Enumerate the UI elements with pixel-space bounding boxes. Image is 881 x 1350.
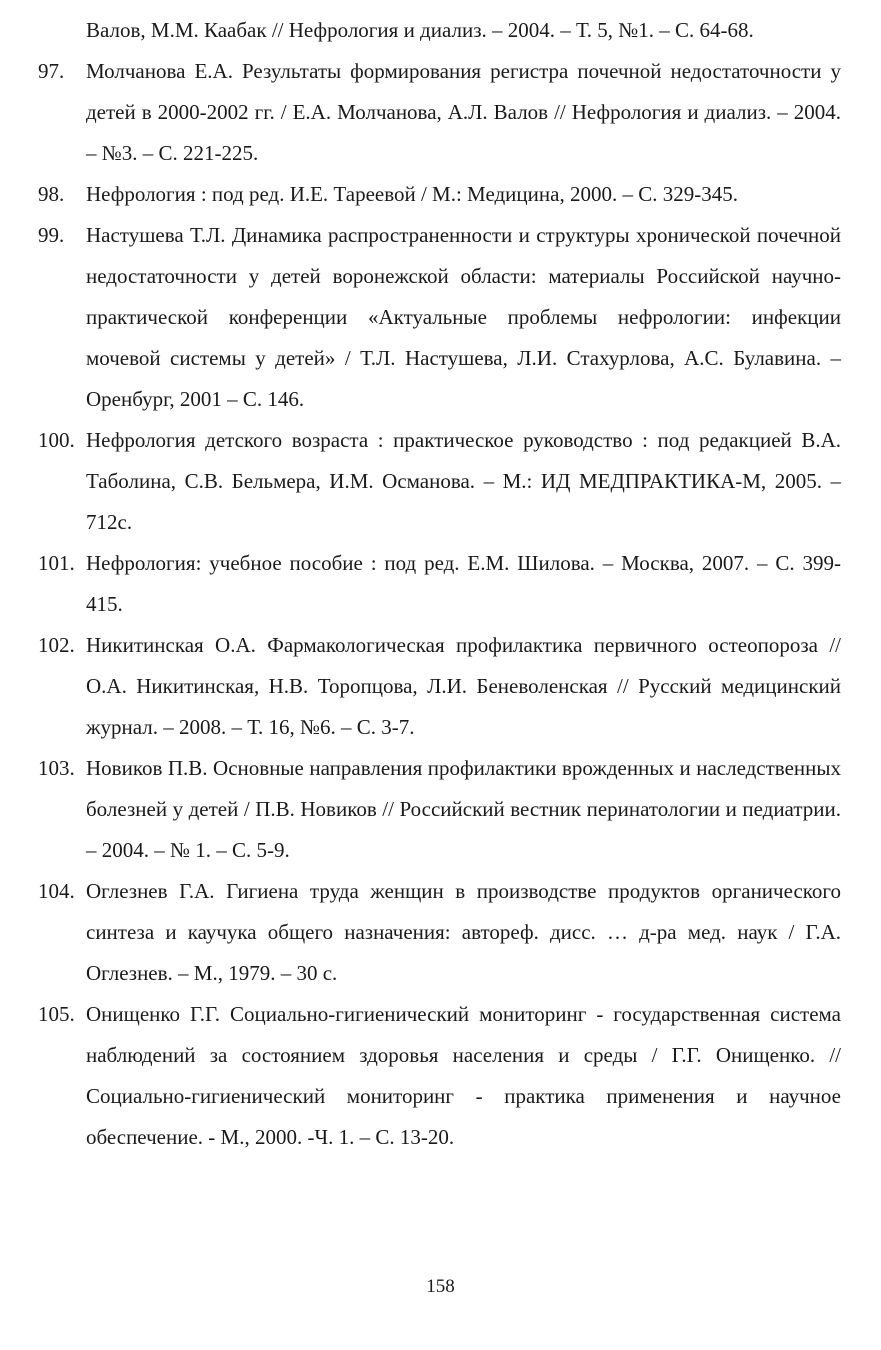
reference-list xyxy=(38,10,841,1158)
reference-text: Никитинская О.А. Фармакологическая профилактика первичного остеопороза // О.А. Никитинская, Н.В. Торопцова, Л.И. Беневоленская // Русский медицинский журнал. – 2008. – Т. 16, №6. – С. 3-7. xyxy=(86,633,841,739)
reference-item-102 xyxy=(38,625,841,748)
page-number: 158 xyxy=(426,1276,455,1297)
reference-item-100 xyxy=(38,420,841,543)
reference-text: Нефрология: учебное пособие : под ред. Е.М. Шилова. – Москва, 2007. – С. 399-415. xyxy=(86,551,841,616)
reference-number: 97. xyxy=(38,59,65,83)
reference-number: 104. xyxy=(38,879,75,903)
reference-item-104 xyxy=(38,871,841,994)
reference-item-103 xyxy=(38,748,841,871)
reference-item-97 xyxy=(38,51,841,174)
reference-continuation: Валов, М.М. Каабак // Нефрология и диализ. – 2004. – Т. 5, №1. – С. 64-68. xyxy=(86,18,754,42)
reference-item-98 xyxy=(38,174,841,215)
reference-number: 102. xyxy=(38,633,75,657)
reference-number: 105. xyxy=(38,1002,75,1026)
reference-text: Новиков П.В. Основные направления профилактики врожденных и наследственных болезней у детей / П.В. Новиков // Российский вестник перинатологии и педиатрии. – 2004. – № 1. – С. 5-9. xyxy=(86,756,841,862)
reference-number: 100. xyxy=(38,428,75,452)
reference-number: 101. xyxy=(38,551,75,575)
reference-item-101 xyxy=(38,543,841,625)
reference-number: 98. xyxy=(38,182,65,206)
reference-text: Молчанова Е.А. Результаты формирования регистра почечной недостаточности у детей в 2000-2002 гг. / Е.А. Молчанова, А.Л. Валов // Нефрология и диализ. – 2004. – №3. – С. 221-225. xyxy=(86,59,841,165)
reference-text: Настушева Т.Л. Динамика распространенности и структуры хронической почечной недостаточности у детей воронежской области: материалы Российской научно-практической конференции «Актуальные проблемы нефрологии: инфекции мочевой системы у детей» / Т.Л. Настушева, Л.И. Стахурлова, А.С. Булавина. – Оренбург, 2001 – С. 146. xyxy=(86,223,841,411)
reference-number: 99. xyxy=(38,223,65,247)
reference-item-99 xyxy=(38,215,841,420)
reference-text: Нефрология детского возраста : практическое руководство : под редакцией В.А. Таболина, С.В. Бельмера, И.М. Османова. – М.: ИД МЕДПРАКТИКА-М, 2005. – 712с. xyxy=(86,428,841,534)
reference-text: Нефрология : под ред. И.Е. Тареевой / М.: Медицина, 2000. – С. 329-345. xyxy=(86,182,738,206)
reference-number: 103. xyxy=(38,756,75,780)
reference-text: Оглезнев Г.А. Гигиена труда женщин в производстве продуктов органического синтеза и каучука общего назначения: автореф. дисс. … д-ра мед. наук / Г.А. Оглезнев. – М., 1979. – 30 с. xyxy=(86,879,841,985)
reference-item-105 xyxy=(38,994,841,1158)
reference-text: Онищенко Г.Г. Социально-гигиенический мониторинг - государственная система наблюдений за состоянием здоровья населения и среды / Г.Г. Онищенко. // Социально-гигиенический мониторинг - практика применения и научное обеспечение. - М., 2000. -Ч. 1. – С. 13-20. xyxy=(86,1002,841,1149)
